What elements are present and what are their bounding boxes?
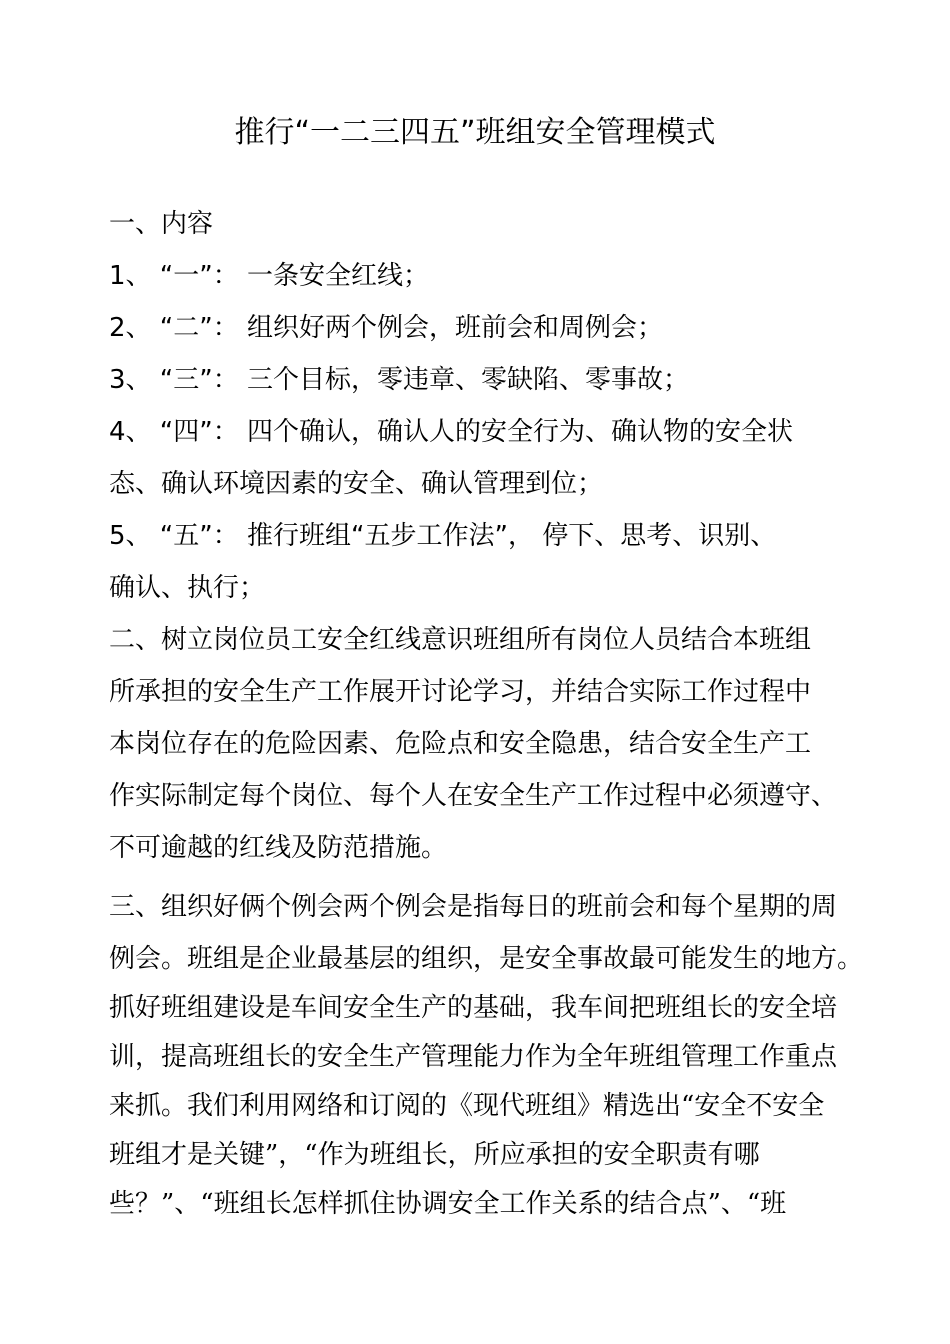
section-3-paragraph-line: 班组才是关键”，“作为班组长，所应承担的安全职责有哪: [109, 1140, 760, 1170]
section-2-paragraph-line: 所承担的安全生产工作展开讨论学习，并结合实际工作过程中: [109, 677, 812, 707]
section-3-paragraph-line: 来抓。我们利用网络和订阅的《现代班组》精选出“安全不安全: [109, 1091, 825, 1121]
section-3-text: 两个例会是指每日的班前会和每个星期的周: [343, 892, 838, 922]
content-item-4-cont: 态、确认环境因素的安全、确认管理到位；: [109, 469, 604, 499]
section-3-paragraph-line: 例会。班组是企业最基层的组织，是安全事故最可能发生的地方。: [109, 944, 864, 974]
section-2-paragraph-line: 本岗位存在的危险因素、危险点和安全隐患，结合安全生产工: [109, 729, 812, 759]
section-3-heading: 三、组织好俩个例会: [109, 892, 344, 922]
section-3-paragraph-line: 抓好班组建设是车间安全生产的基础，我车间把班组长的安全培: [109, 993, 838, 1023]
content-item-3: 3、 “三”： 三个目标，零违章、零缺陷、零事故；: [109, 365, 690, 395]
content-item-5-cont: 确认、执行；: [109, 573, 266, 603]
content-item-4: 4、 “四”： 四个确认，确认人的安全行为、确认物的安全状: [109, 417, 794, 447]
section-2-paragraph-line: 作实际制定每个岗位、每个人在安全生产工作过程中必须遵守、: [109, 781, 838, 811]
content-item-1: 1、 “一”： 一条安全红线；: [109, 261, 430, 291]
section-2-paragraph-line: 不可逾越的红线及防范措施。: [109, 833, 448, 863]
section-1-heading: 一、内容: [109, 209, 214, 239]
section-2-paragraph: 二、树立岗位员工安全红线意识班组所有岗位人员结合本班组: [109, 625, 812, 655]
section-3-paragraph-line: 训，提高班组长的安全生产管理能力作为全年班组管理工作重点: [109, 1042, 838, 1072]
content-item-2: 2、 “二”： 组织好两个例会，班前会和周例会；: [109, 313, 664, 343]
content-item-5: 5、 “五”： 推行班组“五步工作法”， 停下、思考、识别、: [109, 521, 777, 551]
section-3-paragraph-line: 些？”、“班组长怎样抓住协调安全工作关系的结合点”、“班: [109, 1189, 787, 1219]
section-3-first-line: [109, 887, 837, 927]
page-title: 推行“一二三四五”班组安全管理模式: [234, 115, 716, 150]
